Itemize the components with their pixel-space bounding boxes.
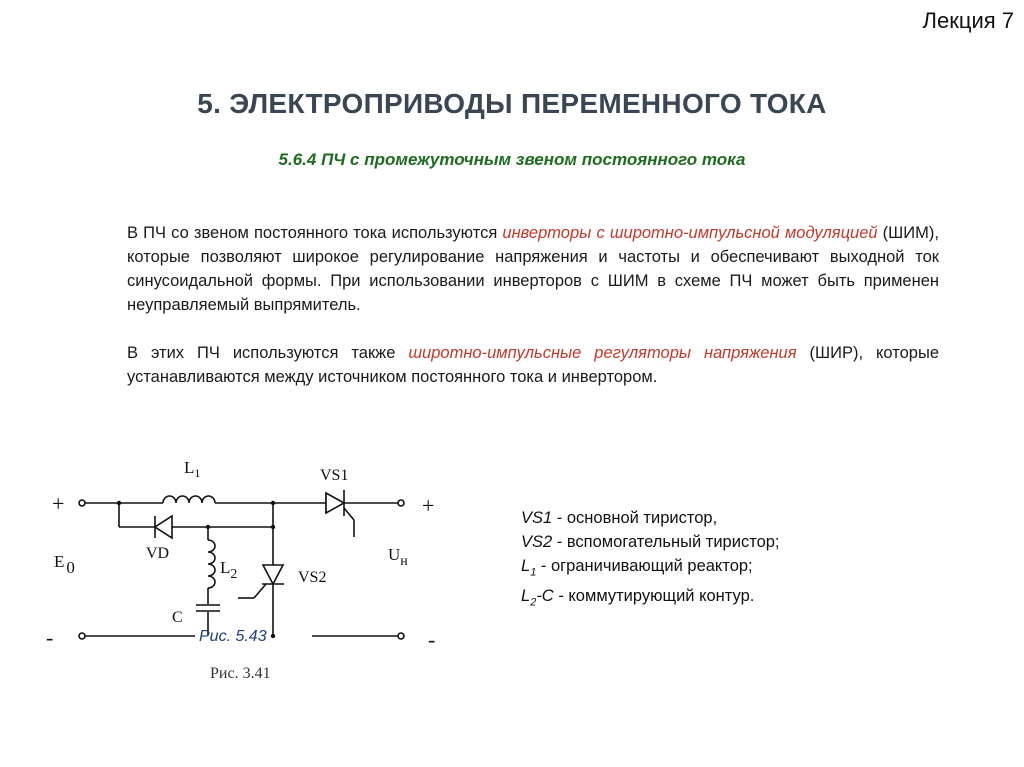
figure-caption: Рис. 5.43 xyxy=(199,628,267,645)
l1-label xyxy=(184,458,200,480)
legend-item xyxy=(521,554,780,584)
l2-label-sub: 2 xyxy=(230,567,238,582)
terminal-icon xyxy=(398,500,404,506)
legend-text: - основной тиристор, xyxy=(552,509,718,527)
paragraph-text: В ПЧ со звеном постоянного тока используются xyxy=(127,224,503,242)
legend-key-sub: 1 xyxy=(530,566,537,579)
vs1-label: VS1 xyxy=(320,467,349,484)
legend-key: VS1 xyxy=(521,509,553,527)
e0-label-sub: 0 xyxy=(66,558,75,577)
plus-left-label: + xyxy=(52,491,65,516)
terminal-icon xyxy=(79,500,85,506)
paragraph-text: В этих ПЧ используются также xyxy=(127,344,409,362)
wire xyxy=(254,584,266,598)
legend-key: L xyxy=(521,557,531,575)
thyristor-vs2-icon xyxy=(263,565,283,584)
figure-caption-old: Рис. 3.41 xyxy=(210,665,271,682)
vs2-label: VS2 xyxy=(298,569,327,586)
section-subtitle: 5.6.4 ПЧ с промежуточным звеном постоянного тока xyxy=(278,150,746,169)
u-label-base: U xyxy=(388,545,401,564)
highlight-term: широтно-импульсные регуляторы напряжения xyxy=(408,344,797,362)
legend-text: - вспомогательный тиристор; xyxy=(552,533,780,551)
diode-vd-icon xyxy=(155,516,172,538)
junction-dot xyxy=(271,525,275,529)
u-load-label xyxy=(388,545,408,569)
legend-key: L xyxy=(521,587,531,606)
paragraph-text: (ШИМ), которые позволяют широкое регулирование напряжения и частоты и обеспечивают выходной ток синусоидальной формы. При использовании инверторов с ШИМ в схеме ПЧ может быть применен неуправляемый выпрямитель. xyxy=(127,224,939,314)
legend xyxy=(521,506,780,615)
legend-key: VS2 xyxy=(521,533,553,551)
e0-label xyxy=(54,552,75,577)
terminal-icon xyxy=(398,633,404,639)
paragraph-text: (ШИР), которые устанавливаются между источником постоянного тока и инвертором. xyxy=(127,344,940,386)
legend-item xyxy=(521,530,780,554)
u-label-sub: н xyxy=(400,554,408,569)
l2-label-base: L xyxy=(220,558,231,577)
c-label: C xyxy=(172,609,183,626)
thyristor-vs1-icon xyxy=(326,493,344,513)
vd-label: VD xyxy=(146,545,170,562)
e0-label-base: E xyxy=(54,552,65,571)
junction-dot xyxy=(117,501,121,505)
junction-dot xyxy=(271,501,275,505)
legend-key-sub: 2 xyxy=(530,596,537,609)
legend-text: - коммутирующий контур. xyxy=(553,587,755,606)
l1-label-sub: 1 xyxy=(194,466,201,480)
terminal-icon xyxy=(79,633,85,639)
minus-right-label: - xyxy=(428,627,436,652)
inductor-l1-icon xyxy=(163,496,215,503)
l1-label-base: L xyxy=(184,458,195,477)
inductor-l2-icon xyxy=(208,540,215,588)
legend-text: - ограничивающий реактор; xyxy=(536,557,753,575)
junction-dot xyxy=(206,525,210,529)
legend-item xyxy=(521,584,780,614)
plus-right-label: + xyxy=(422,493,435,518)
minus-left-label: - xyxy=(46,625,54,650)
legend-item xyxy=(521,506,780,530)
page-title: 5. ЭЛЕКТРОПРИВОДЫ ПЕРЕМЕННОГО ТОКА xyxy=(197,88,827,119)
legend-key-suffix: -C xyxy=(536,587,554,606)
lecture-number: Лекция 7 xyxy=(922,8,1014,33)
junction-dot xyxy=(271,634,275,638)
wire xyxy=(344,508,354,520)
l2-label xyxy=(220,558,237,582)
highlight-term: инверторы с широтно-импульсной модуляцией xyxy=(502,224,878,242)
